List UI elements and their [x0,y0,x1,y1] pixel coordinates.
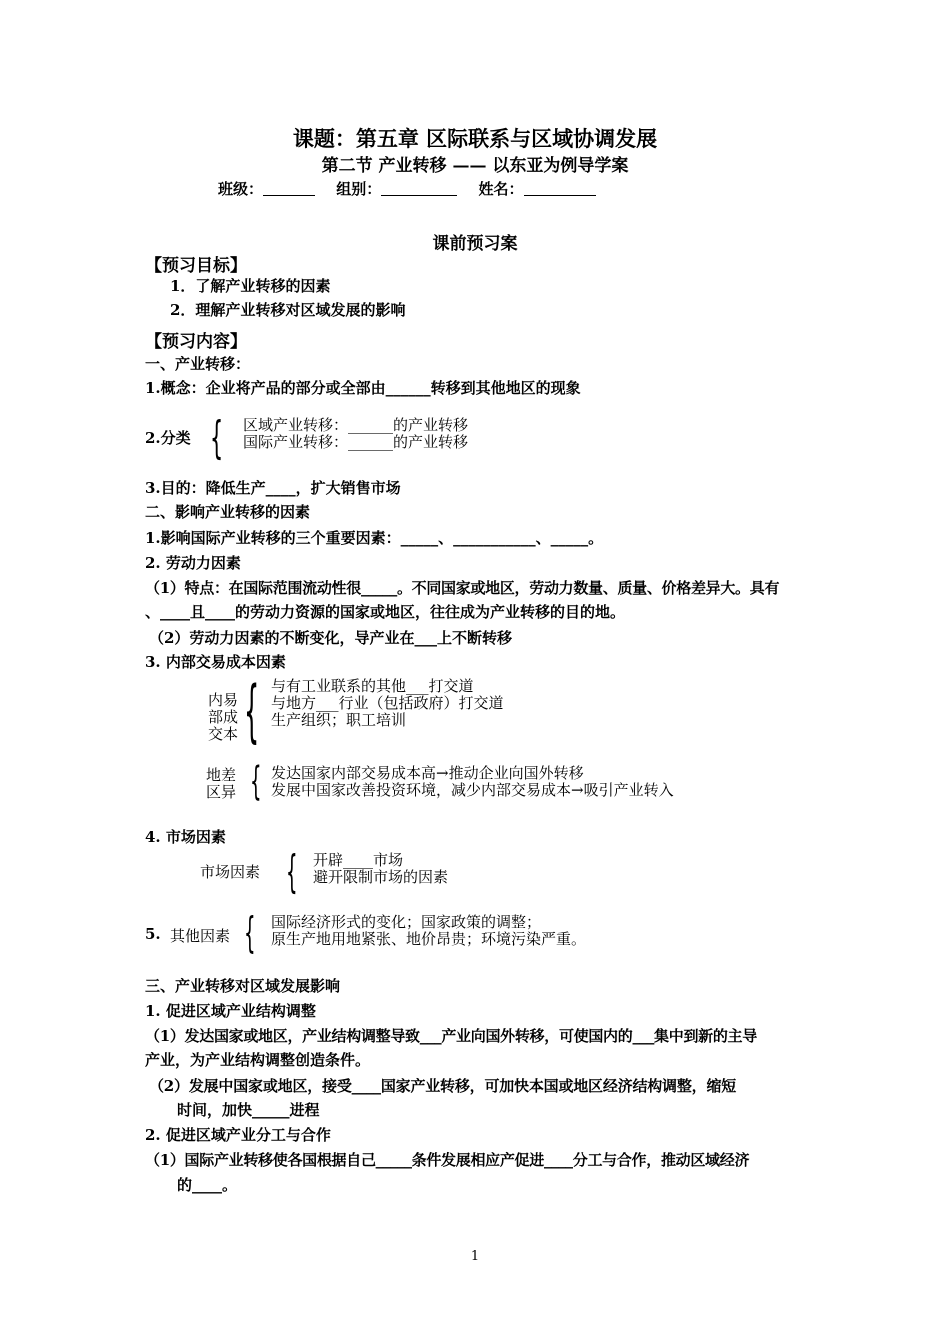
labor-line: 、____且____的劳动力资源的国家或地区，往往成为产业转移的目的地。 [145,603,626,621]
part3-subtitle: 1. 促进区域产业结构调整 [145,1002,316,1020]
page-subtitle: 第二节 产业转移 —— 以东亚为例导学案 [321,156,629,176]
labor-line: （1）特点：在国际范围流动性很_____。不同国家或地区，劳动力数量、质量、价格差异大。具有 [145,579,780,597]
part3-line: （1）国际产业转移使各国根据自己_____条件发展相应产促进____分工与合作，推动区域经济 [145,1151,750,1169]
market-item: 避开限制市场的因素 [313,868,449,886]
page-number: 1 [470,1249,480,1264]
diff-label-line: 地差 [206,766,237,784]
content-heading: 【预习内容】 [145,332,247,352]
diff-label [206,767,236,801]
labor-line: （2）劳动力因素的不断变化，导产业在___上不断转移 [149,629,512,647]
other-item: 原生产地用地紧张、地价昂贵；环境污染严重。 [271,930,587,948]
classify-item: 区域产业转移：______的产业转移 [243,416,469,434]
brace-icon: { [244,673,260,752]
diff-label-line: 区异 [206,783,237,801]
part3-line: 的____。 [177,1176,238,1194]
student-info-row [218,178,596,199]
goal-item: 2．理解产业转移对区域发展的影响 [170,301,406,319]
classify-label: 2.分类 [145,429,191,447]
market-item: 开辟____市场 [313,851,404,869]
part3-subtitle: 2. 促进区域产业分工与合作 [145,1126,331,1144]
part3-line: 产业，为产业结构调整创造条件。 [145,1051,371,1069]
group-field[interactable] [381,181,457,196]
other-number: 5. [145,925,161,943]
transaction-item: 与地方___行业（包括政府）打交道 [271,694,504,712]
transaction-label [208,692,238,743]
concept-line: 1.概念：企业将产品的部分或全部由______转移到其他地区的现象 [145,379,581,397]
diff-item: 发达国家内部交易成本高→推动企业向国外转移 [271,764,584,782]
class-field[interactable] [263,181,315,196]
classify-item: 国际产业转移：______的产业转移 [243,433,469,451]
brace-icon: { [250,760,262,805]
group-label: 组别： [336,180,382,198]
class-label: 班级： [218,180,264,198]
transaction-item: 与有工业联系的其他___打交道 [271,677,474,695]
part3-title: 三、产业转移对区域发展影响 [145,977,341,995]
transaction-title: 3. 内部交易成本因素 [145,653,286,671]
page-title: 课题：第五章 区际联系与区域协调发展 [292,126,658,151]
purpose-line: 3.目的：降低生产____，扩大销售市场 [145,479,401,497]
transaction-label-line: 内易 [208,691,239,709]
name-label: 姓名： [478,180,524,198]
part2-title: 二、影响产业转移的因素 [145,503,311,521]
diff-item: 发展中国家改善投资环境，减少内部交易成本→吸引产业转入 [271,781,674,799]
part3-line: （2）发展中国家或地区，接受____国家产业转移，可加快本国或地区经济结构调整，缩短 [149,1077,737,1095]
other-item: 国际经济形式的变化；国家政策的调整； [271,913,542,931]
other-label: 其他因素 [170,927,231,945]
part3-line: （1）发达国家或地区，产业结构调整导致___产业向国外转移，可使国内的___集中到新的主导 [145,1027,757,1045]
section-title: 课前预习案 [432,234,518,254]
factors-line: 1.影响国际产业转移的三个重要因素：_____、___________、_____。 [145,529,604,547]
brace-icon: { [244,910,256,958]
goals-heading: 【预习目标】 [145,256,247,276]
part3-line: 时间，加快_____进程 [177,1101,320,1119]
brace-icon: { [210,414,224,465]
part1-title: 一、产业转移： [145,355,251,373]
market-label: 市场因素 [200,863,261,881]
labor-title: 2. 劳动力因素 [145,554,241,572]
goal-item: 1．了解产业转移的因素 [170,277,331,295]
name-field[interactable] [524,181,596,196]
transaction-item: 生产组织；职工培训 [271,711,407,729]
brace-icon: { [286,848,298,899]
transaction-label-line: 交本 [208,725,239,743]
transaction-label-line: 部成 [208,708,239,726]
market-title: 4. 市场因素 [145,828,226,846]
